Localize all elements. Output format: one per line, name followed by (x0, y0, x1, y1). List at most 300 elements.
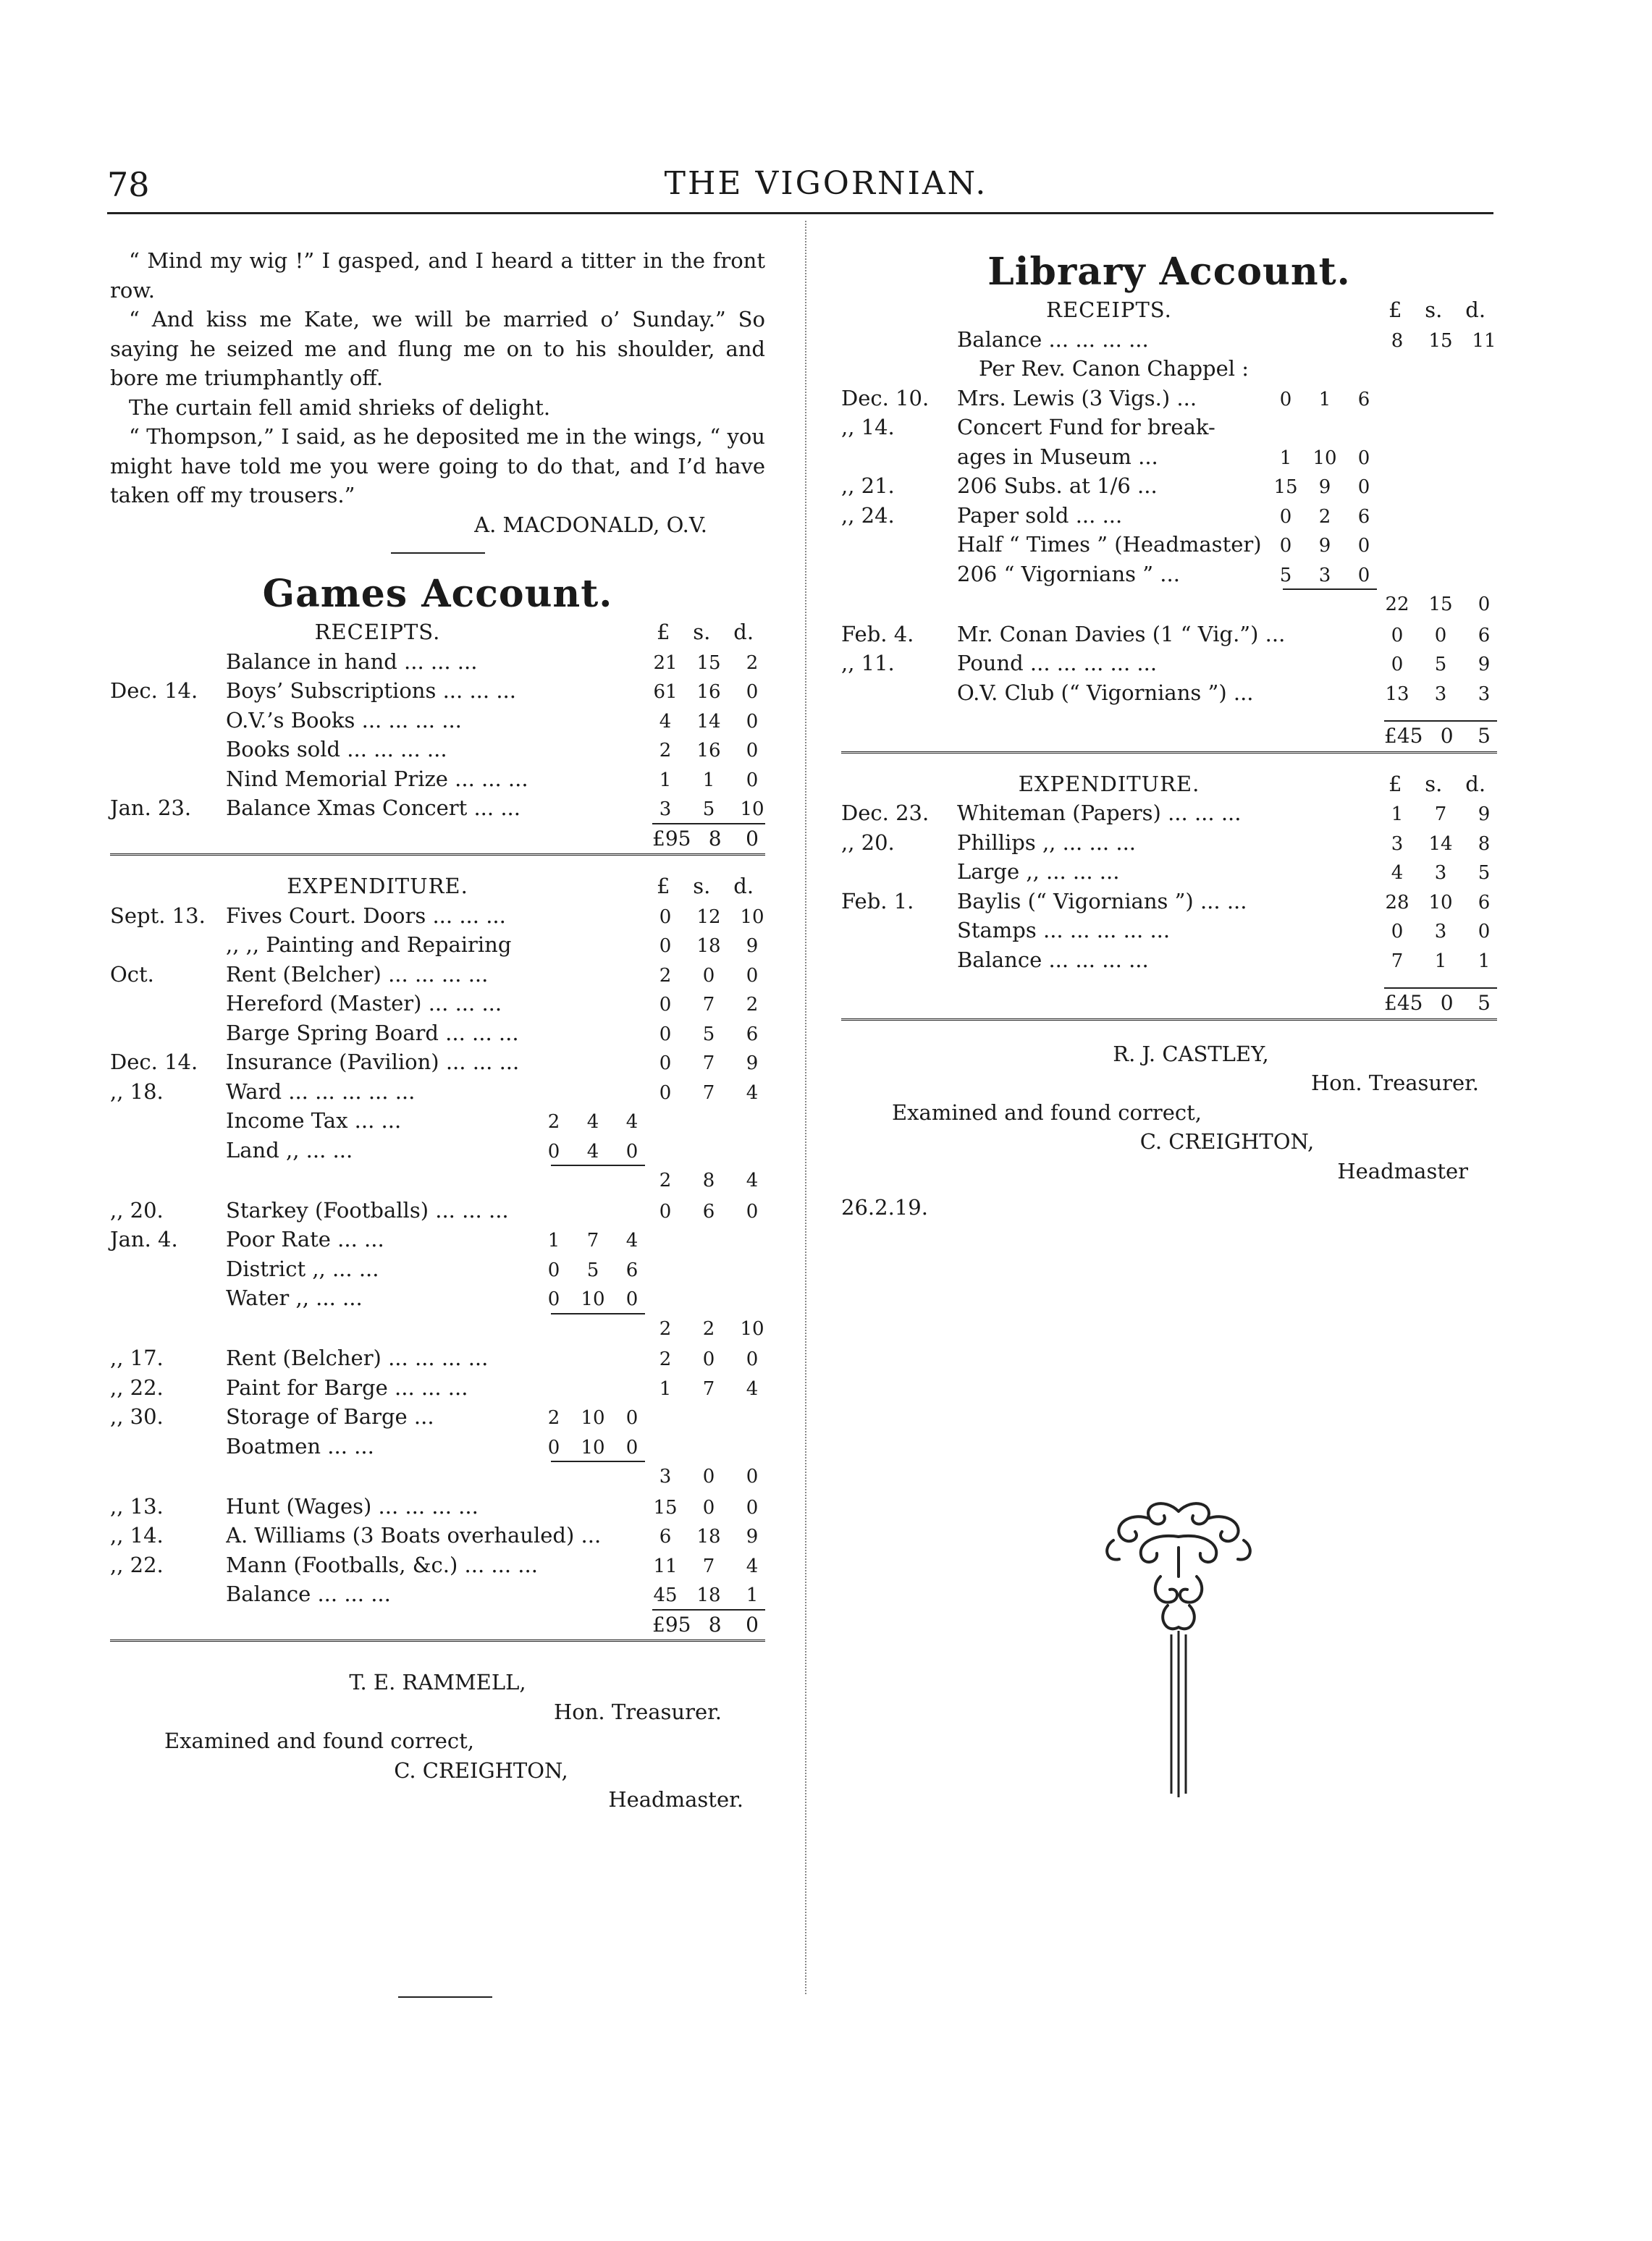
row-description: Land ,, ... ... (226, 1137, 353, 1162)
account-row (841, 442, 1497, 472)
account-row (841, 620, 1497, 649)
row-date: ,, 20. (841, 830, 895, 855)
row-date: Dec. 14. (110, 678, 198, 703)
account-row (841, 530, 1497, 560)
header-rule (107, 212, 1493, 214)
account-row (110, 764, 765, 794)
amount-shillings: 10 (1312, 447, 1337, 469)
amount-shillings: 18 (696, 1584, 721, 1606)
amount-pence: 0 (1357, 447, 1370, 469)
account-row (110, 1432, 765, 1461)
account-row (110, 1343, 765, 1373)
amount-shillings: 9 (1318, 476, 1331, 498)
amount-pounds: 4 (1391, 862, 1404, 884)
amount-pence: 6 (625, 1259, 639, 1281)
amount-pence: 0 (625, 1140, 639, 1162)
left-column (110, 246, 765, 1815)
amount-pence: 0 (746, 769, 759, 791)
row-description: Whiteman (Papers) ... ... ... (957, 801, 1242, 825)
row-description: 206 Subs. at 1/6 ... (957, 473, 1158, 498)
amount-pence: 0 (746, 1349, 759, 1370)
column-headers (1377, 769, 1497, 799)
amount (1377, 800, 1497, 830)
amount-pence: 10 (740, 906, 764, 928)
account-row (110, 1550, 765, 1580)
amount-shillings: 10 (1428, 891, 1453, 913)
amount-pence: 4 (746, 1081, 759, 1104)
row-date: ,, 18. (110, 1079, 164, 1104)
amount-shillings: 18 (696, 935, 721, 957)
amount-pence: 0 (1478, 921, 1491, 942)
amount-pounds: 2 (659, 1170, 672, 1191)
amount-pence: 9 (1478, 654, 1491, 675)
row-description: Mr. Conan Davies (1 “ Vig.”) ... (957, 621, 1286, 646)
row-date: Dec. 10. (841, 385, 930, 410)
row-description: Water ,, ... ... (226, 1286, 363, 1310)
row-date: ,, 17. (110, 1346, 164, 1370)
account-row (110, 735, 765, 764)
story-author: A. MACDONALD, O.V. (474, 512, 707, 537)
column-divider (805, 221, 806, 1994)
amount-pence: 0 (746, 1200, 759, 1223)
amount-pounds: 1 (659, 1377, 672, 1400)
subtotal-row (110, 1166, 765, 1196)
amount (1377, 650, 1497, 680)
account-row (841, 384, 1497, 413)
amount (645, 1493, 765, 1523)
amount-pounds: 0 (1391, 624, 1404, 646)
account-row (110, 1136, 765, 1165)
total-shillings: 8 (708, 826, 722, 851)
total-pounds: £95 (652, 826, 691, 851)
amount-pounds: 1 (547, 1230, 560, 1252)
amount-pence: 0 (746, 1466, 759, 1487)
amount-pounds: 15 (1273, 476, 1298, 498)
amount-pounds: 15 (653, 1496, 678, 1519)
amount-shillings: 16 (696, 740, 721, 761)
amount-pounds: 0 (547, 1288, 560, 1310)
inner-amount (541, 1256, 645, 1286)
account-row (110, 960, 765, 989)
amount-shillings: 4 (586, 1111, 599, 1133)
amount-shillings: 10 (581, 1288, 605, 1310)
shillings-header: s. (1425, 297, 1443, 322)
row-description: Mrs. Lewis (3 Vigs.) ... (957, 385, 1197, 410)
row-description: O.V. Club (“ Vigornians ”) ... (957, 680, 1254, 705)
amount-pounds: 1 (1391, 803, 1404, 825)
amount (1377, 858, 1497, 888)
row-description: Paint for Barge ... ... ... (226, 1375, 468, 1400)
amount-pounds: 0 (1279, 388, 1292, 410)
account-row (841, 857, 1497, 887)
row-description: ages in Museum ... (957, 444, 1158, 469)
row-description: Phillips ,, ... ... ... (957, 830, 1137, 855)
amount (645, 1462, 765, 1492)
inner-amount (541, 1226, 645, 1256)
amount (645, 1020, 765, 1050)
row-date: ,, 13. (110, 1493, 164, 1519)
amount-pounds: 7 (1391, 950, 1404, 972)
inner-amount (541, 1433, 645, 1463)
amount (645, 932, 765, 961)
account-row (110, 676, 765, 706)
amount-pence: 10 (740, 1317, 764, 1340)
account-row (110, 706, 765, 735)
row-description: Large ,, ... ... ... (957, 859, 1120, 884)
amount-pence: 0 (746, 710, 759, 733)
account-row (110, 1579, 765, 1609)
amount-shillings: 5 (1434, 654, 1447, 675)
total-pence: 5 (1478, 724, 1491, 748)
amount (645, 1049, 765, 1079)
amount (645, 903, 765, 932)
total-pounds: £45 (1384, 991, 1423, 1015)
amount-pence: 4 (746, 1377, 759, 1400)
amount-shillings: 7 (702, 1052, 715, 1074)
row-description: A. Williams (3 Boats overhauled) ... (226, 1523, 602, 1548)
amount-pounds: 6 (659, 1526, 672, 1548)
amount-pounds: 2 (659, 1349, 672, 1370)
inner-amount (1273, 385, 1377, 415)
account-row (110, 1492, 765, 1522)
amount-pounds: 3 (1391, 832, 1404, 855)
amount-shillings: 5 (702, 798, 715, 820)
games-treasurer-role: Hon. Treasurer. (554, 1699, 722, 1724)
amount-pounds: 1 (1279, 447, 1292, 469)
total-shillings: 0 (1440, 991, 1454, 1015)
story-paragraph: “ Mind my wig !” I gasped, and I heard a titter in the front row. (110, 248, 765, 303)
library-expenditure-total (841, 989, 1497, 1021)
total-shillings: 8 (708, 1612, 722, 1637)
amount-shillings: 3 (1434, 921, 1447, 942)
pence-header: d. (733, 620, 754, 644)
row-date: Jan. 23. (110, 795, 192, 820)
amount-pence: 9 (746, 1526, 759, 1548)
games-account-title: Games Account. (262, 572, 613, 616)
amount-shillings: 2 (1318, 505, 1331, 528)
account-row (110, 1047, 765, 1077)
row-description: Baylis (“ Vigornians ”) ... ... (957, 888, 1247, 913)
row-description: District ,, ... ... (226, 1256, 379, 1281)
row-description: Balance ... ... ... (226, 1582, 391, 1606)
row-date: ,, 30. (110, 1404, 164, 1429)
pence-header: d. (1465, 771, 1486, 796)
amount-pence: 11 (1472, 329, 1496, 352)
amount-pence: 0 (625, 1436, 639, 1459)
account-row (841, 945, 1497, 975)
amount (1377, 830, 1497, 859)
amount (645, 1345, 765, 1375)
row-description: Poor Rate ... ... (226, 1227, 384, 1252)
page-number: 78 (107, 165, 150, 204)
amount-pounds: 0 (1391, 654, 1404, 675)
row-description: Barge Spring Board ... ... ... (226, 1020, 519, 1045)
account-row (841, 501, 1497, 531)
row-description: 206 “ Vigornians ” ... (957, 561, 1180, 586)
row-description: Rent (Belcher) ... ... ... ... (226, 1346, 489, 1370)
amount-pence: 9 (746, 1052, 759, 1074)
pence-header: d. (733, 874, 754, 898)
amount-pounds: 2 (547, 1407, 560, 1429)
amount-pounds: 2 (659, 740, 672, 761)
amount-pence: 0 (746, 1496, 759, 1519)
inner-amount (541, 1137, 645, 1167)
games-headmaster-role: Headmaster. (608, 1787, 743, 1812)
story-paragraph: “ And kiss me Kate, we will be married o’ Sunday.” So saying he seized me and flung me on to his shoulder, and bore me triumphantly off. (110, 307, 765, 390)
total-pence: 0 (746, 826, 759, 851)
amount-shillings: 7 (702, 1377, 715, 1400)
total-pounds: £95 (652, 1612, 691, 1637)
account-row (841, 828, 1497, 858)
pounds-header: £ (656, 874, 670, 898)
amount-pounds: 0 (659, 906, 672, 928)
row-description: ,, ,, Painting and Repairing (226, 932, 512, 957)
amount-pounds: 21 (653, 651, 678, 674)
total-pounds: £45 (1384, 724, 1423, 748)
account-row (841, 413, 1497, 442)
amount-shillings: 7 (702, 994, 715, 1016)
games-receipts-total (110, 824, 765, 856)
shillings-header: s. (693, 874, 711, 898)
library-receipts-total (841, 722, 1497, 754)
inner-amount (1273, 531, 1377, 561)
games-receipts-list (110, 647, 765, 823)
amount-pence: 4 (746, 1170, 759, 1191)
row-date: ,, 22. (110, 1552, 164, 1577)
amount-shillings: 12 (696, 906, 721, 928)
row-description: Nind Memorial Prize ... ... ... (226, 766, 528, 791)
amount-shillings: 10 (581, 1407, 605, 1429)
library-expenditure-heading (841, 769, 1497, 799)
amount-shillings: 3 (1434, 862, 1447, 884)
inner-amount (1273, 561, 1377, 591)
account-row (110, 989, 765, 1018)
amount-pence: 6 (1478, 891, 1491, 913)
amount-shillings: 6 (702, 1200, 715, 1223)
amount-pounds: 2 (659, 964, 672, 987)
amount-shillings: 0 (702, 1496, 715, 1519)
amount-pounds: 0 (659, 1081, 672, 1104)
amount-pence: 1 (746, 1584, 759, 1606)
amount-shillings: 2 (702, 1317, 715, 1340)
amount-shillings: 3 (1434, 683, 1447, 705)
row-date: Oct. (110, 961, 154, 987)
inner-amount (1273, 444, 1377, 473)
story-paragraph: The curtain fell amid shrieks of delight. (129, 394, 551, 420)
amount-shillings: 5 (702, 1023, 715, 1045)
amount (1377, 621, 1497, 651)
amount (645, 1581, 765, 1611)
games-examined-note: Examined and found correct, (164, 1729, 474, 1753)
bottom-rule (398, 1996, 492, 1998)
amount (645, 707, 765, 737)
amount-pence: 10 (740, 798, 764, 820)
amount (1377, 917, 1497, 947)
amount-pounds: 3 (659, 798, 672, 820)
library-headmaster-name: C. CREIGHTON, (1139, 1129, 1315, 1154)
library-examined-note: Examined and found correct, (892, 1100, 1202, 1125)
row-description: Pound ... ... ... ... ... (957, 651, 1158, 675)
amount-shillings: 0 (702, 964, 715, 987)
amount-pence: 2 (746, 994, 759, 1016)
amount-pence: 6 (1478, 624, 1491, 646)
amount-pence: 6 (1357, 388, 1370, 410)
amount-shillings: 5 (586, 1259, 599, 1281)
amount-pence: 6 (1357, 505, 1370, 528)
scroll-ornament-icon (1099, 1497, 1258, 1801)
total-shillings: 0 (1440, 724, 1454, 748)
amount-shillings: 0 (702, 1466, 715, 1487)
amount-pence: 4 (625, 1230, 639, 1252)
column-headers (1377, 295, 1497, 325)
amount-pence: 3 (1478, 683, 1491, 705)
amount-pence: 0 (746, 964, 759, 987)
amount (645, 736, 765, 766)
row-description: Hereford (Master) ... ... ... (226, 991, 502, 1016)
amount (645, 766, 765, 795)
account-row (110, 1106, 765, 1136)
amount-shillings: 14 (696, 710, 721, 733)
account-row (110, 1521, 765, 1550)
amount-shillings: 1 (702, 769, 715, 791)
amount-pence: 4 (625, 1111, 639, 1133)
amount-pence: 4 (746, 1555, 759, 1577)
row-description: Fives Court. Doors ... ... ... (226, 903, 506, 928)
amount (645, 649, 765, 678)
amount (645, 1079, 765, 1108)
amount-pounds: 3 (659, 1466, 672, 1487)
story-paragraph: “ Thompson,” I said, as he deposited me in the wings, “ you might have told me you were going to do that, and I’d have taken off my trousers.” (110, 424, 765, 507)
row-description: Concert Fund for break- (957, 415, 1215, 439)
amount (645, 990, 765, 1020)
amount (645, 795, 765, 824)
row-date: Dec. 14. (110, 1050, 198, 1074)
row-description: Balance ... ... ... ... (957, 326, 1149, 352)
row-date: Jan. 4. (110, 1227, 178, 1252)
library-chappel-subtotal (841, 590, 1497, 620)
library-expenditure-list (841, 798, 1497, 974)
row-description: Half “ Times ” (Headmaster) (957, 532, 1262, 557)
row-description: Rent (Belcher) ... ... ... ... (226, 961, 489, 987)
amount-shillings: 7 (1434, 803, 1447, 825)
amount-pence: 9 (746, 935, 759, 957)
amount-shillings: 8 (702, 1170, 715, 1191)
amount-pounds: 2 (659, 1317, 672, 1340)
row-date: ,, 20. (110, 1197, 164, 1223)
amount (1377, 680, 1497, 709)
library-feb-list (841, 620, 1497, 708)
amount-shillings: 9 (1318, 535, 1331, 557)
row-description: Income Tax ... ... (226, 1108, 402, 1133)
amount (645, 1552, 765, 1582)
amount-shillings: 7 (702, 1081, 715, 1104)
amount-pence: 5 (1478, 862, 1491, 884)
amount-shillings: 1 (1318, 388, 1331, 410)
subtotal-shillings: 15 (1428, 594, 1453, 615)
amount (645, 1197, 765, 1227)
account-row (110, 1225, 765, 1254)
amount (645, 1375, 765, 1404)
amount-pence: 6 (746, 1023, 759, 1045)
amount-pounds: 0 (1279, 535, 1292, 557)
games-expenditure-total (110, 1611, 765, 1642)
account-row (110, 793, 765, 823)
amount-shillings: 15 (696, 651, 721, 674)
amount-shillings: 3 (1318, 564, 1331, 586)
row-description: Balance ... ... ... ... (957, 947, 1149, 972)
account-row (110, 901, 765, 931)
account-row (110, 1283, 765, 1313)
amount (1377, 888, 1497, 918)
amount-pounds: 11 (653, 1555, 678, 1577)
amount-pence: 1 (1478, 950, 1491, 972)
row-date: Dec. 23. (841, 801, 930, 825)
amount-pounds: 5 (1279, 564, 1292, 586)
amount-shillings: 14 (1428, 832, 1453, 855)
amount-pounds: 0 (659, 1052, 672, 1074)
account-row (841, 560, 1497, 589)
row-date: Sept. 13. (110, 903, 206, 928)
games-treasurer-name: T. E. RAMMELL, (349, 1670, 526, 1695)
receipts-heading: RECEIPTS. (314, 620, 441, 644)
amount-pounds: 13 (1385, 683, 1409, 705)
account-row (110, 1077, 765, 1107)
pounds-header: £ (656, 620, 670, 644)
row-description: Storage of Barge ... (226, 1404, 434, 1429)
total-pence: 0 (746, 1612, 759, 1637)
library-treasurer-name: R. J. CASTLEY, (1113, 1041, 1269, 1066)
games-expenditure-heading (110, 872, 765, 901)
amount-shillings: 0 (1434, 624, 1447, 646)
amount (645, 678, 765, 707)
games-receipts-heading (110, 617, 765, 647)
library-chappel-list (841, 384, 1497, 589)
row-description: Boys’ Subscriptions ... ... ... (226, 678, 516, 703)
row-description: Starkey (Footballs) ... ... ... (226, 1197, 509, 1223)
amount-pounds: 0 (547, 1259, 560, 1281)
amount-pounds: 0 (547, 1140, 560, 1162)
amount-pounds: 4 (659, 710, 672, 733)
amount-pounds: 61 (653, 681, 678, 703)
amount-pounds: 0 (659, 1023, 672, 1045)
amount (645, 1314, 765, 1344)
amount-pence: 2 (746, 651, 759, 674)
amount-pence: 0 (1357, 564, 1370, 586)
row-description: Balance in hand ... ... ... (226, 649, 478, 674)
row-description: Insurance (Pavilion) ... ... ... (226, 1050, 520, 1074)
row-description: Stamps ... ... ... ... ... (957, 918, 1171, 942)
amount-pounds: 8 (1391, 329, 1404, 352)
amount-pence: 0 (1357, 535, 1370, 557)
amount-shillings: 10 (581, 1436, 605, 1459)
inner-amount (1273, 502, 1377, 532)
amount (645, 1166, 765, 1196)
account-row (110, 1373, 765, 1403)
amount-pounds: 2 (547, 1111, 560, 1133)
account-row (110, 1254, 765, 1284)
amount-shillings: 15 (1428, 329, 1453, 352)
row-date: ,, 11. (841, 651, 895, 675)
amount-shillings: 7 (586, 1230, 599, 1252)
account-row (841, 678, 1497, 708)
amount-pounds: 0 (659, 935, 672, 957)
library-treasurer-role: Hon. Treasurer. (1311, 1071, 1479, 1095)
total-pence: 5 (1478, 991, 1491, 1015)
row-date: ,, 14. (110, 1523, 164, 1548)
row-date: ,, 14. (841, 415, 895, 439)
account-row (841, 471, 1497, 501)
inner-amount (541, 1404, 645, 1433)
